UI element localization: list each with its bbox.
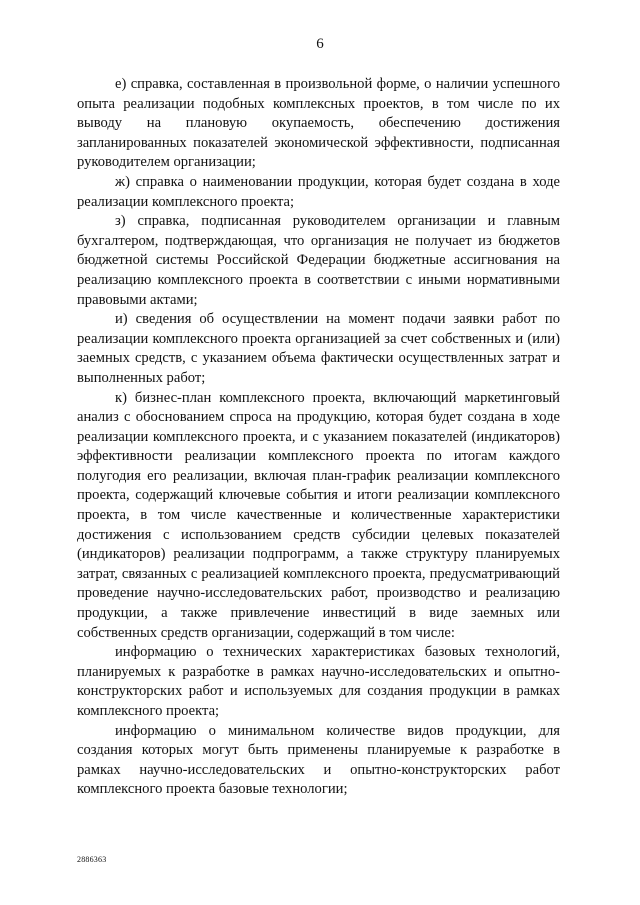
paragraph-zh: ж) справка о наименовании продукции, которая будет создана в ходе реализации комплексного проекта; (77, 173, 560, 210)
document-code: 2886363 (77, 855, 107, 864)
paragraph-k-item-product-types: информацию о минимальном количестве видов продукции, для создания которых могут быть применены планируемые к разработке в рамках научно-исследовательских и опытно-конструкторских работ комплексного проекта базовые технологии; (77, 722, 560, 798)
paragraph-i: и) сведения об осуществлении на момент подачи заявки работ по реализации комплексного проекта организацией за счет собственных и (или) заемных средств, с указанием объема фактически осуществленных затрат и выполненных работ; (77, 311, 560, 386)
paragraph-k: к) бизнес-план комплексного проекта, включающий маркетинговый анализ с обоснованием спроса на продукцию, которая будет создана в ходе реализации комплексного проекта, и с указанием показателей (индикаторов) эффективности реализации комплексного проекта по итогам каждого полугодия его реализации, включая план-график реализации комплексного проекта, содержащий ключевые события и итоги реализации комплексного проекта, в том числе качественные и количественные характеристики достижения с использованием средств субсидии целевых показателей (индикаторов) реализации подпрограмм, а также структуру планируемых затрат, связанных с реализацией комплексного проекта, предусматривающий проведение научно-исследовательских работ, производство и реализацию продукции, а также привлечение инвестиций в виде заемных или собственных средств организации, содержащий в том числе: (77, 389, 560, 641)
document-body (77, 75, 560, 800)
paragraph-z: з) справка, подписанная руководителем организации и главным бухгалтером, подтверждающая, что организация не получает из бюджетов бюджетной системы Российской Федерации бюджетные ассигнования на реализацию комплексного проекта в соответствии с иными нормативными правовыми актами; (77, 213, 560, 308)
paragraph-k-item-technologies: информацию о технических характеристиках базовых технологий, планируемых к разработке в рамках научно-исследовательских и опытно-конструкторских работ и используемых для создания продукции в рамках комплексного проекта; (77, 644, 560, 719)
paragraph-e: е) справка, составленная в произвольной форме, о наличии успешного опыта реализации подобных комплексных проектов, в том числе по их выводу на плановую окупаемость, обеспечению достижения запланированных показателей экономической эффективности, подписанная руководителем организации; (77, 76, 560, 171)
page-number: 6 (316, 36, 324, 52)
